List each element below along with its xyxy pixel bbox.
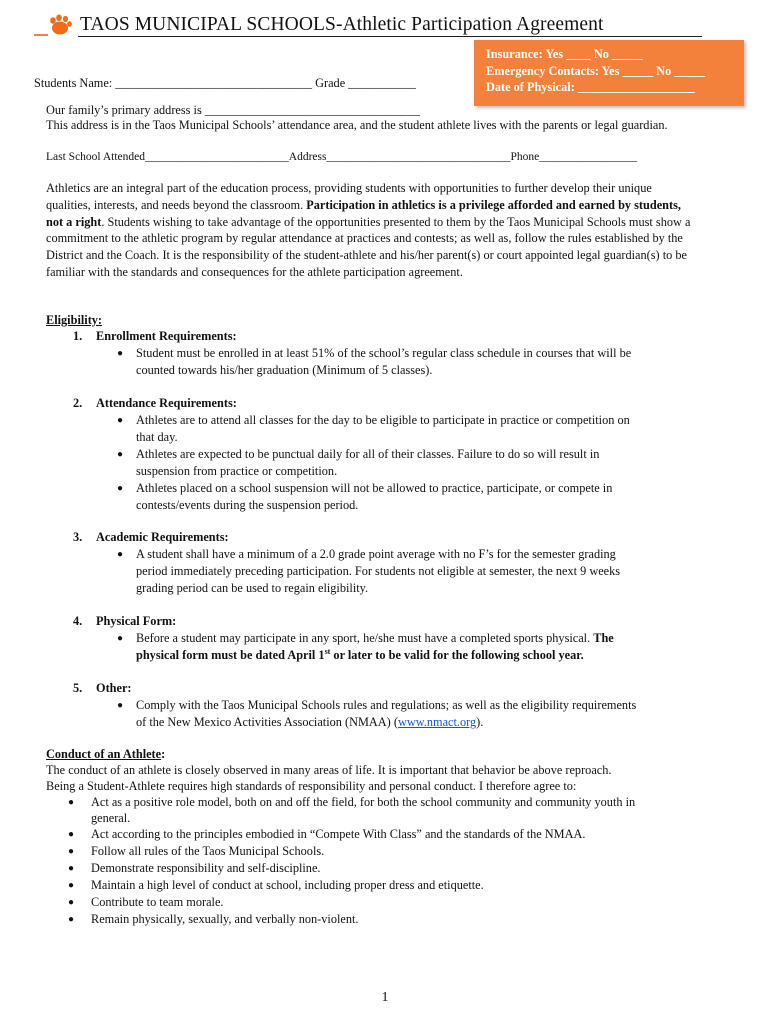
bullet-icon: ● [117,415,124,426]
list-item: Act according to the principles embodied in “Compete With Class” and the standards of the NMAA. [91,827,586,841]
bullet-icon: ● [117,483,124,494]
list-item: period immediately preceding participation. For students not eligible at semester, the next 9 weeks [136,564,621,578]
bullet-icon: ● [117,549,124,560]
attendance-heading: Attendance Requirements: [96,396,237,410]
list-item: Comply with the Taos Municipal Schools rules and regulations; as well as the eligibility requirements [136,698,637,712]
list-item: of the New Mexico Activities Association (NMAA) (www.nmact.org). [136,715,484,729]
list-item: Demonstrate responsibility and self-discipline. [91,861,321,875]
bullet-icon: ● [117,633,124,644]
intro-paragraph [46,180,692,281]
list-item: general. [91,811,131,825]
eligibility-heading: Eligibility: [46,313,103,327]
bullet-icon: ● [68,846,75,857]
list-item: contests/events during the suspension period. [136,498,359,512]
date-of-physical-field[interactable]: Date of Physical: ___________________ [486,80,695,94]
page-title: TAOS MUNICIPAL SCHOOLS-Athletic Participation Agreement [80,14,604,35]
bullet-icon: ● [117,700,124,711]
bullet-icon: ● [117,449,124,460]
address-note: This address is in the Taos Municipal Schools’ attendance area, and the student athlete lives with the parents or legal guardian. [46,118,668,132]
bullet-icon: ● [68,829,75,840]
bullet-icon: ● [68,863,75,874]
academic-heading: Academic Requirements: [96,530,229,544]
conduct-intro-2: Being a Student-Athlete requires high standards of responsibility and personal conduct. I therefore agree to: [46,779,577,793]
list-item: Athletes are expected to be punctual daily for all of their classes. Failure to do so will result in [136,447,600,461]
list-item: grading period can be used to regain eligibility. [136,581,369,595]
other-heading: Other: [96,681,132,695]
intro-bold-statement: Participation in athletics is a privilege afforded and earned by students, not a right [46,197,681,229]
emergency-contacts-field[interactable]: Emergency Contacts: Yes _____ No _____ [486,63,706,78]
list-item: A student shall have a minimum of a 2.0 grade point average with no F’s for the semester grading [136,547,616,561]
bullet-icon: ● [68,880,75,891]
nmaa-link[interactable]: www.nmact.org [397,715,477,729]
list-item: counted towards his/her graduation (Minimum of 5 classes). [136,363,433,377]
section-number: 1. [73,329,83,343]
page-number: 1 [381,990,389,1005]
section-number: 2. [73,396,83,410]
paw-print-logo [34,14,74,36]
bullet-icon: ● [117,348,124,359]
bullet-icon: ● [68,897,75,908]
intro-text-2: . Students wishing to take advantage of the opportunities presented to them by the Taos Municipal Schools must show a commitment to the athletic program by regular attendance at practices and contests; as well as, follow the rules established by the District and the Coach. It is the responsibility of the student-athlete and his/her parent(s) or court appointed legal guardian(s) to be familiar with the standards and consequences for the athlete participation agreement. [46,214,691,279]
list-item: physical form must be dated April 1st or later to be valid for the following school year. [136,646,584,662]
section-number: 3. [73,530,83,544]
list-item: Act as a positive role model, both on and off the field, for both the school community and community youth in [91,795,636,809]
bullet-icon: ● [68,914,75,925]
document-header [34,14,702,36]
list-item: Follow all rules of the Taos Municipal Schools. [91,844,325,858]
list-item: Student must be enrolled in at least 51% of the school’s regular class schedule in courses that will be [136,346,632,360]
conduct-heading: Conduct of an Athlete: [46,747,166,761]
list-item: suspension from practice or competition. [136,464,338,478]
last-school-field[interactable]: Last School Attended_________________________Address________________________________Phone_________________ [46,151,637,163]
list-item: Athletes placed on a school suspension will not be allowed to practice, participate, or compete in [136,481,613,495]
title-underline [78,36,702,37]
list-item: Contribute to team morale. [91,895,224,909]
physical-form-heading: Physical Form: [96,614,177,628]
section-number: 5. [73,681,83,695]
section-number: 4. [73,614,83,628]
enrollment-heading: Enrollment Requirements: [96,329,237,343]
intro-text-1: Athletics are an integral part of the education process, providing students with opportunities to further develop their unique qualities, interests, and needs beyond the classroom. [46,181,652,212]
status-info-box [474,40,744,106]
primary-address-field[interactable]: Our family’s primary address is ___________________________________ [46,103,420,117]
insurance-field[interactable]: Insurance: Yes ____ No _____ [486,47,643,61]
list-item: that day. [136,430,178,444]
list-item: Maintain a high level of conduct at school, including proper dress and etiquette. [91,878,484,892]
list-item: Athletes are to attend all classes for the day to be eligible to participate in practice or competition on [136,413,630,427]
bullet-icon: ● [68,797,75,808]
students-name-field[interactable]: Students Name: ________________________________ Grade ___________ [34,76,416,90]
list-item: Remain physically, sexually, and verbally non-violent. [91,912,359,926]
list-item: Before a student may participate in any sport, he/she must have a completed sports physical. The [136,631,614,645]
conduct-intro-1: The conduct of an athlete is closely observed in many areas of life. It is important that behavior be above reproach. [46,763,612,777]
